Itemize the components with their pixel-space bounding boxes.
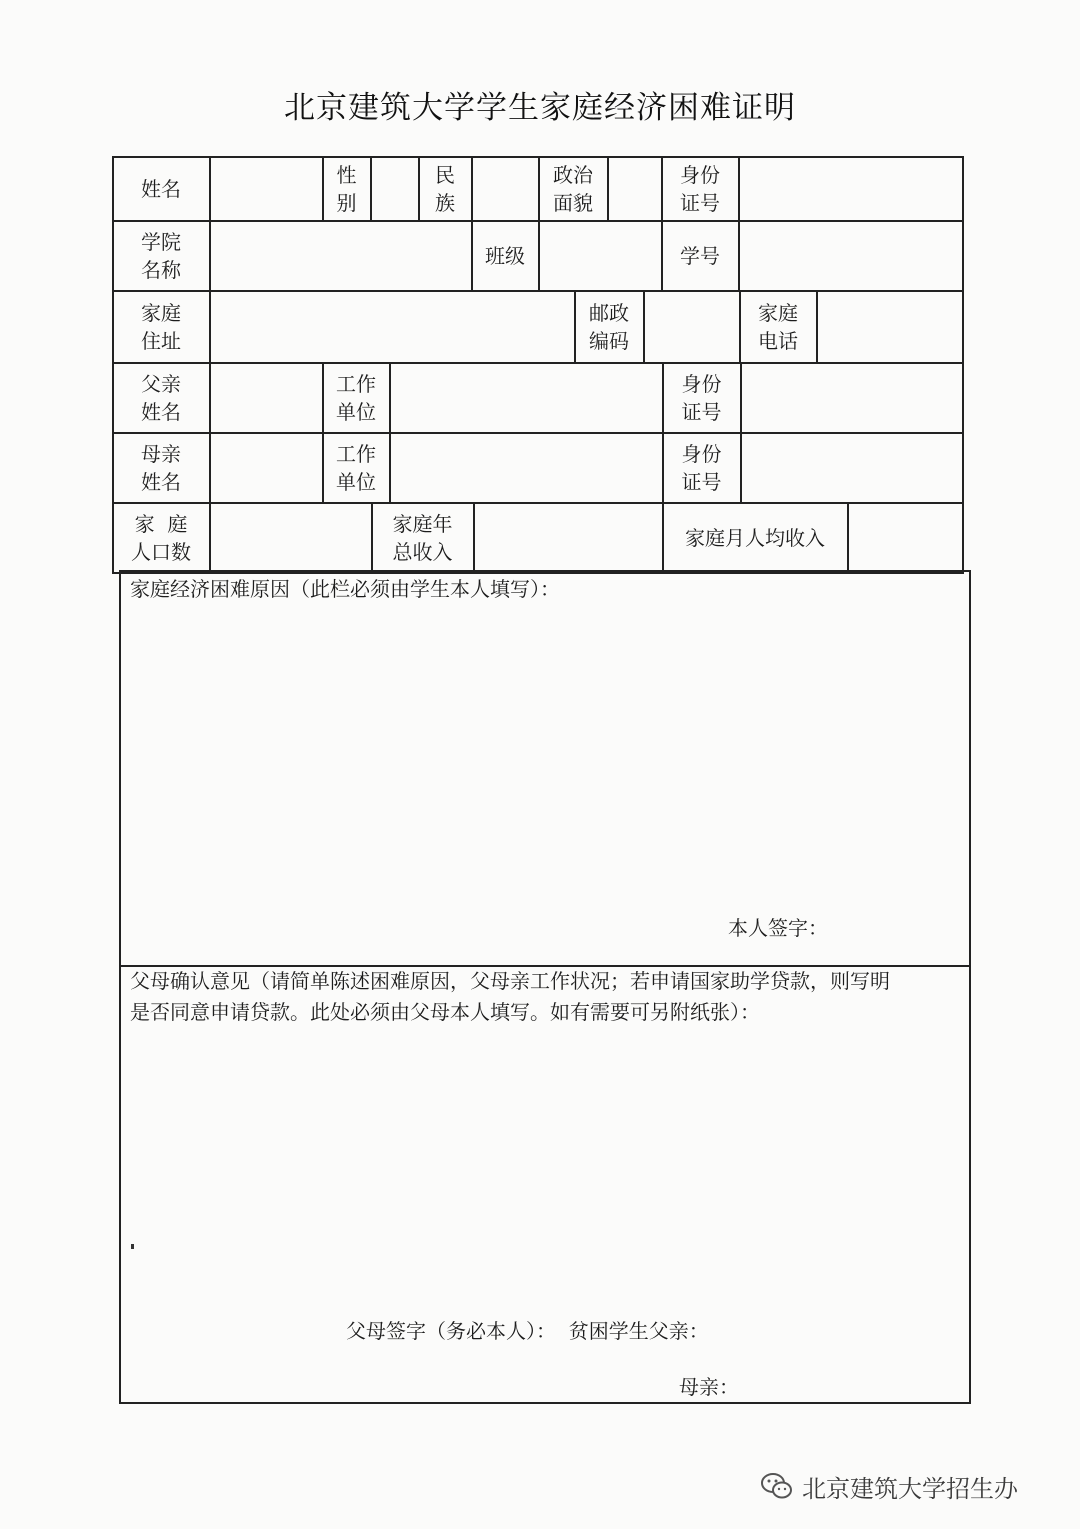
label-father-id: 身份 证号 bbox=[681, 372, 722, 424]
label-mother-id: 身份 证号 bbox=[681, 442, 722, 494]
label-household-size: 家 庭 人口数 bbox=[131, 511, 191, 564]
label-home-address: 家庭 住址 bbox=[141, 301, 181, 353]
label-ethnicity: 民 族 bbox=[435, 163, 455, 215]
value-college[interactable] bbox=[211, 222, 471, 290]
value-father-name[interactable] bbox=[211, 364, 322, 432]
value-class[interactable] bbox=[539, 222, 661, 290]
student-signature-label: 本人签字： bbox=[728, 916, 828, 940]
label-mother-employer: 工作 单位 bbox=[336, 442, 376, 494]
parent-opinion-label-line1: 父母确认意见（请简单陈述困难原因，父母亲工作状况；若申请国家助学贷款，则写明 bbox=[130, 969, 890, 993]
value-home-address[interactable] bbox=[211, 292, 574, 362]
page-title: 北京建筑大学学生家庭经济困难证明 bbox=[284, 90, 796, 126]
value-political-status[interactable] bbox=[608, 158, 661, 220]
label-mother-name: 母亲 姓名 bbox=[141, 442, 181, 494]
label-annual-income: 家庭年 总收入 bbox=[392, 511, 453, 564]
label-political-status: 政治 面貌 bbox=[553, 163, 593, 215]
label-gender: 性 别 bbox=[336, 163, 357, 215]
label-father-name: 父亲 姓名 bbox=[141, 372, 181, 424]
label-id-number: 身份 证号 bbox=[680, 163, 720, 215]
hardship-reason-area[interactable] bbox=[122, 608, 968, 908]
watermark bbox=[760, 1466, 1018, 1506]
value-ethnicity[interactable] bbox=[472, 158, 538, 220]
label-class: 班级 bbox=[485, 244, 525, 268]
label-home-phone: 家庭 电话 bbox=[758, 301, 798, 353]
father-signature-label: 父母签字（务必本人）： 贫困学生父亲： bbox=[346, 1319, 709, 1343]
hardship-reason-label: 家庭经济困难原因（此栏必须由学生本人填写）： bbox=[130, 577, 560, 601]
label-student-number: 学号 bbox=[680, 244, 720, 268]
label-college: 学院 名称 bbox=[141, 230, 181, 282]
value-gender[interactable] bbox=[371, 158, 418, 220]
parent-opinion-area[interactable] bbox=[122, 1032, 968, 1302]
watermark-text: 北京建筑大学招生办 bbox=[802, 1474, 1018, 1503]
label-postcode: 邮政 编码 bbox=[589, 301, 629, 353]
mother-signature-label: 母亲： bbox=[679, 1375, 739, 1399]
value-father-id[interactable] bbox=[741, 364, 962, 432]
value-household-size[interactable] bbox=[211, 504, 371, 571]
parent-opinion-label-line2: 是否同意申请贷款。此处必须由父母本人填写。如有需要可另附纸张）： bbox=[130, 1000, 760, 1024]
value-id-number[interactable] bbox=[739, 158, 962, 220]
wechat-icon bbox=[760, 1471, 794, 1501]
value-annual-income[interactable] bbox=[474, 504, 662, 571]
value-mother-id[interactable] bbox=[741, 434, 962, 502]
label-monthly-income-per-capita: 家庭月人均收入 bbox=[685, 525, 825, 550]
label-father-employer: 工作 单位 bbox=[336, 372, 376, 424]
value-monthly-income-per-capita[interactable] bbox=[848, 504, 962, 571]
scan-mark bbox=[131, 1244, 134, 1249]
value-name[interactable] bbox=[211, 158, 322, 220]
value-mother-employer[interactable] bbox=[390, 434, 662, 502]
value-postcode[interactable] bbox=[644, 292, 739, 362]
value-mother-name[interactable] bbox=[211, 434, 322, 502]
value-student-number[interactable] bbox=[739, 222, 962, 290]
value-father-employer[interactable] bbox=[390, 364, 662, 432]
value-home-phone[interactable] bbox=[817, 292, 962, 362]
label-name: 姓名 bbox=[141, 177, 181, 201]
